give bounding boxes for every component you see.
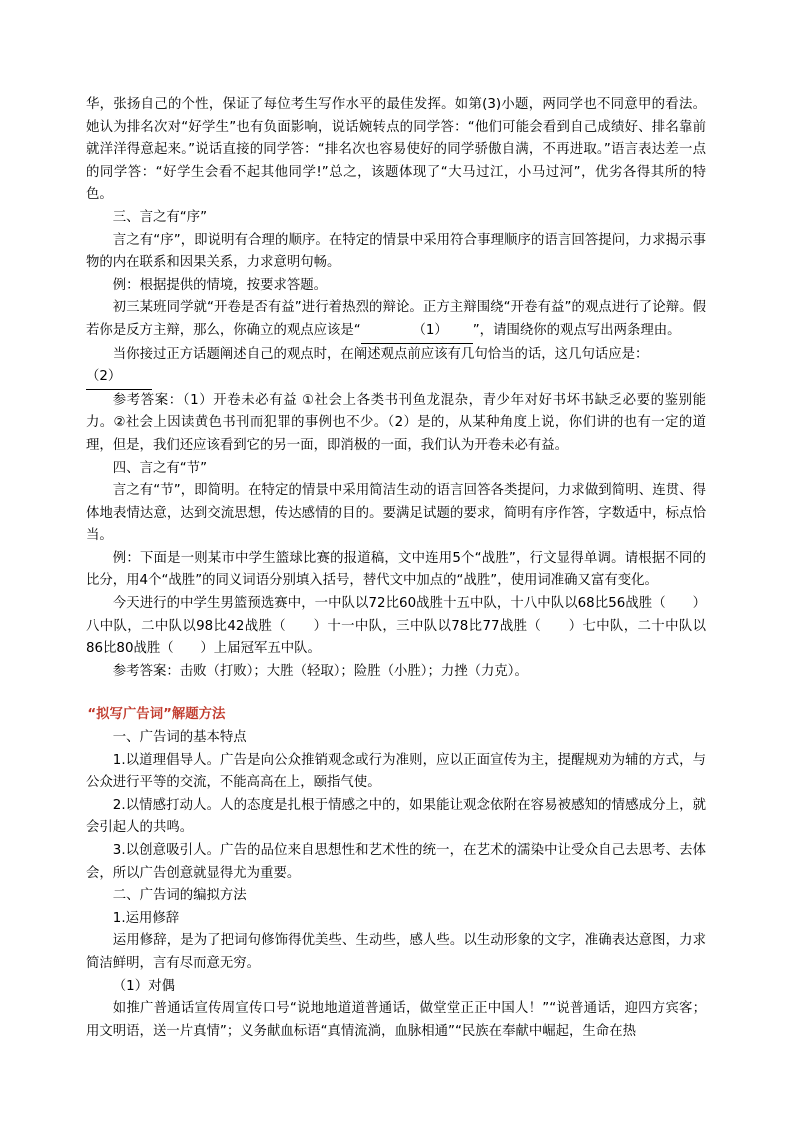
debate-text-start: 初三某班同学就“开卷是否有益”进行着热烈的辩论。正方主辩围绕“开卷有益”的观点进行了论辩。假若你是反方主辩，那么，你确立的观点应该是“	[86, 300, 706, 338]
paragraph-order-definition: 言之有“序”，即说明有合理的顺序。在特定的情景中采用符合事理顺序的语言回答提问，力求揭示事物的内在联系和因果关系，力求意明句畅。	[86, 232, 706, 271]
paragraph-reference-answer-1: 参考答案：（1）开卷未必有益 ①社会上各类书刊鱼龙混杂，青少年对好书坏书缺乏必要的鉴别能力。②社会上因读黄色书刊而犯罪的事例也不少。（2）是的，从某种角度上说，你们讲的也有一定的道理，但是，我们还应该看到它的另一面，即消极的一面，我们认为开卷未必有益。	[86, 392, 706, 453]
heading-ad-methods: 二、广告词的编拟方法	[112, 888, 247, 904]
paragraph-blank-2	[86, 366, 706, 390]
paragraph-ad-feature-1: 1.以道理倡导人。广告是向公众推销观念或行为准则，应以正面宣传为主，提醒规劝为辅的方式，与公众进行平等的交流，不能高高在上，颐指气使。	[86, 752, 706, 791]
paragraph-basketball-instructions: 例：下面是一则某市中学生篮球比赛的报道稿，文中连用5个“战胜”，行文显得单调。请根据不同的比分，用4个“战胜”的同义词语分别填入括号，替代文中加点的“战胜”，使用词准确又富有变化。	[86, 550, 706, 589]
paragraph-antithesis-examples: 如推广普通话宣传周宣传口号“说地地道道普通话，做堂堂正正中国人！”“说普通话，迎四方宾客；用文明语，送一片真情”；义务献血标语“真情流淌，血脉相通”“民族在奉献中崛起，生命在热	[86, 1001, 706, 1039]
paragraph-ad-feature-2: 2.以情感打动人。人的态度是扎根于情感之中的，如果能让观念依附在容易被感知的情感成分上，就会引起人的共鸣。	[86, 797, 706, 836]
paragraph-reference-answer-2: 参考答案：击败（打败）；大胜（轻取）；险胜（小胜）；力挫（力克）。	[112, 663, 528, 679]
paragraph-ad-feature-3: 3.以创意吸引人。广告的品位来自思想性和艺术性的统一，在艺术的濡染中让受众自己去思考、去体会，所以广告创意就显得尤为重要。	[86, 843, 706, 881]
heading-concise: 四、言之有“节”	[112, 460, 208, 476]
debate-text-end: ”，请围绕你的观点写出两条理由。	[472, 322, 681, 338]
heading-order: 三、言之有“序”	[112, 209, 208, 225]
paragraph-rebuttal-prompt: 当你接过正方话题阐述自己的观点时，在阐述观点前应该有几句恰当的话，这几句话应是：	[112, 346, 649, 362]
paragraph-basketball-report: 今天进行的中学生男篮预选赛中，一中队以72比60战胜十五中队，十八中队以68比56战胜（ ）八中队，二中队以98比42战胜（ ）十一中队，三中队以78比77战胜（ ）七中队，二十中队以86比80战胜（ ）上届冠军五中队。	[86, 596, 706, 657]
answer-blank-2: （2）	[86, 366, 152, 390]
paragraph-example-intro: 例：根据提供的情境，按要求答题。	[112, 277, 328, 293]
paragraph-concise-definition: 言之有“节”，即简明。在特定的情景中采用简洁生动的语言回答各类提问，力求做到简明、连贯、得体地表情达意，达到交流思想，传达感情的目的。要满足试题的要求，简明有序作答，字数适中，标点恰当。	[86, 483, 706, 544]
heading-ad-features: 一、广告词的基本特点	[112, 730, 247, 746]
section-title-ad-writing: “拟写广告词”解题方法	[87, 707, 226, 723]
paragraph-debate	[86, 297, 706, 343]
subheading-antithesis: （1）对偶	[112, 978, 175, 994]
paragraph-continuation: 华，张扬自己的个性，保证了每位考生写作水平的最佳发挥。如第(3)小题，两同学也不同意甲的看法。她认为排名次对“好学生”也有负面影响，说话婉转点的同学答：“他们可能会看到自己成绩好、排名靠前就洋洋得意起来。”说话直接的同学答：“排名次也容易使好的同学骄傲自满，不再进取。”语言表达差一点的同学答：“好学生会看不起其他同学!”总之，该题体现了“大马过江，小马过河”，优劣各得其所的特色。	[86, 97, 706, 203]
subheading-rhetoric: 1.运用修辞	[112, 910, 180, 926]
answer-blank-1: （1）	[361, 320, 473, 344]
paragraph-rhetoric: 运用修辞，是为了把词句修饰得优美些、生动些，感人些。以生动形象的文字，准确表达意图，力求简洁鲜明，言有尽而意无穷。	[86, 933, 706, 971]
document-body	[86, 94, 706, 1043]
